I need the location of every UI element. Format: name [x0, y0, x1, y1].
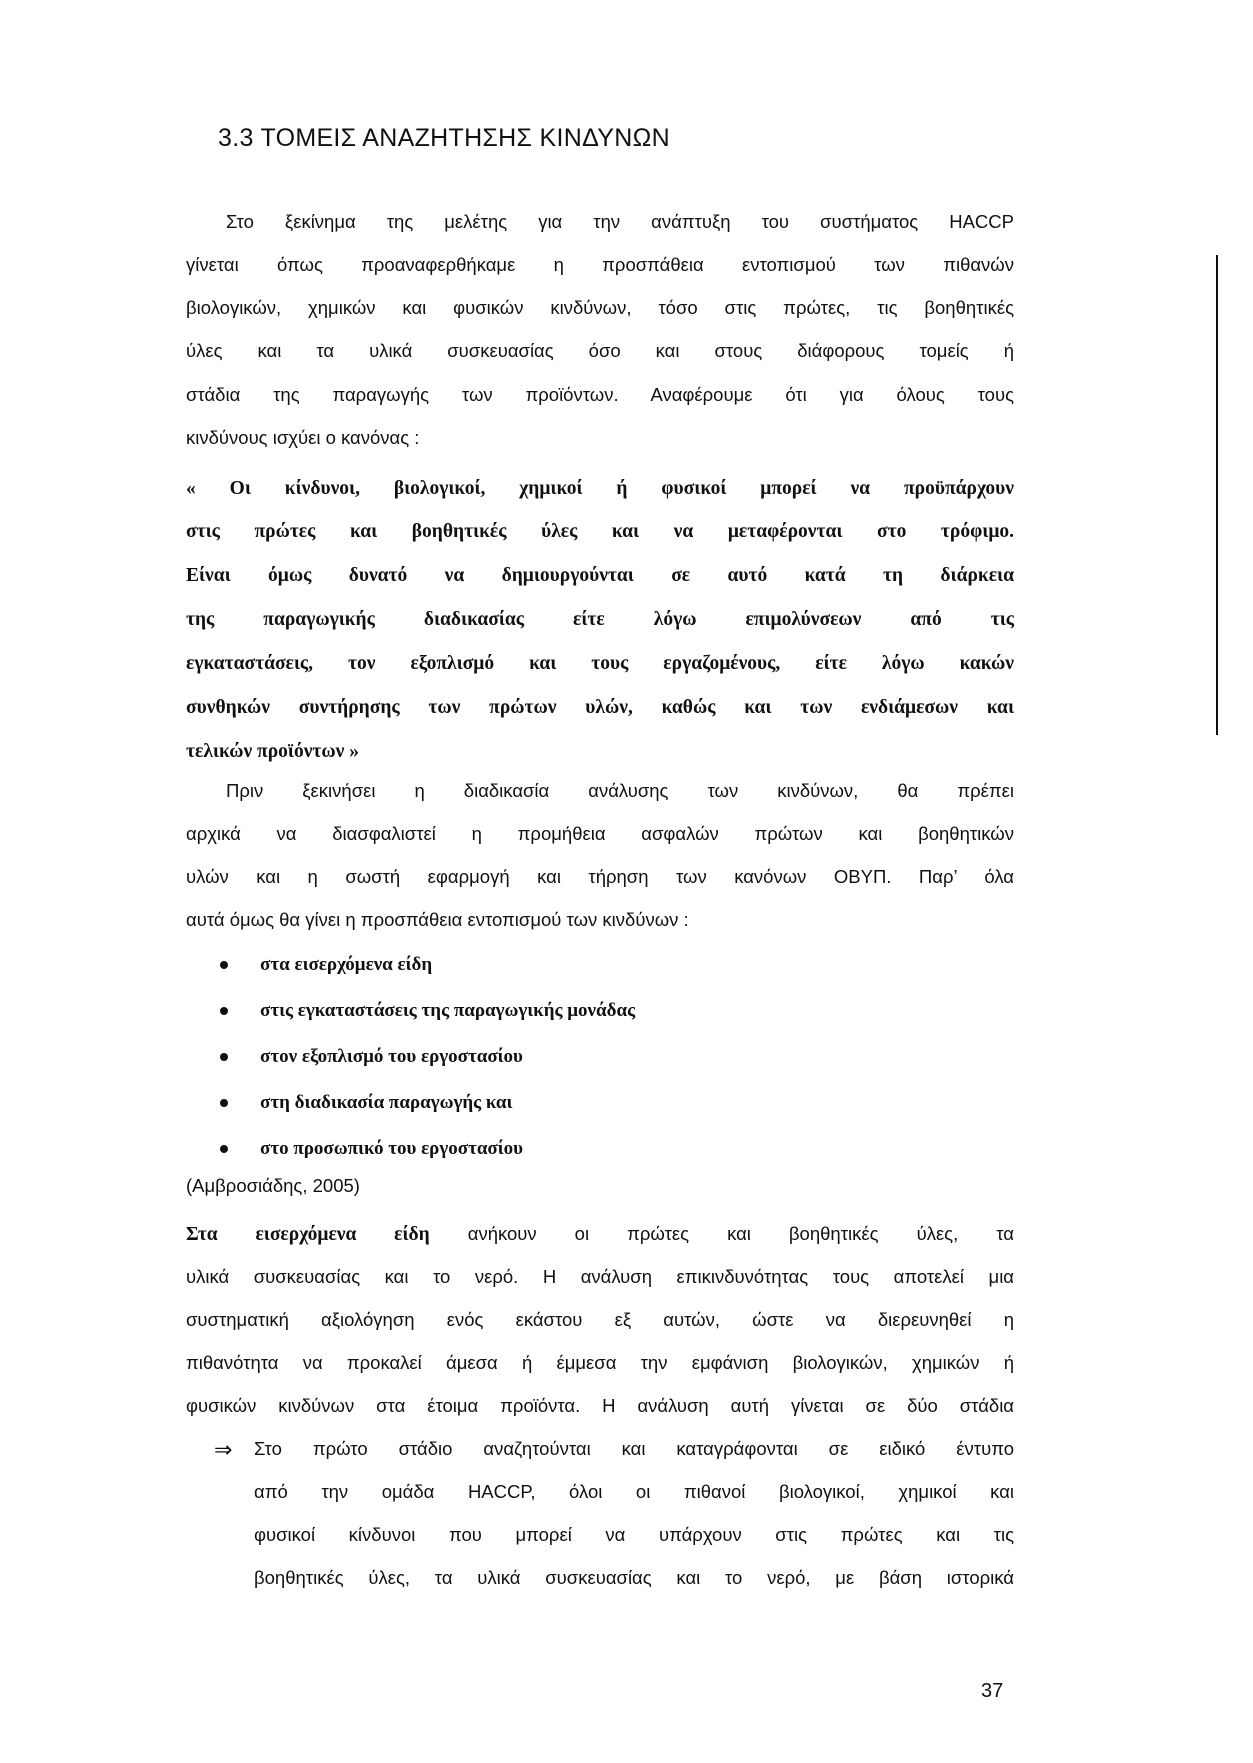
para2-line: υλών και η σωστή εφαρμογή και τήρηση των κανόνων ΟΒΥΠ. Παρ’ όλα	[186, 866, 1014, 887]
stage-line: από την ομάδα HACCP, όλοι οι πιθανοί βιολογικοί, χημικοί και	[254, 1481, 1014, 1502]
para3-line: φυσικών κινδύνων στα έτοιμα προϊόντα. Η ανάλυση αυτή γίνεται σε δύο στάδια	[186, 1395, 1014, 1416]
intro-line: στάδια της παραγωγής των προϊόντων. Αναφέρουμε ότι για όλους τους	[186, 384, 1014, 405]
bullet-item	[222, 1139, 523, 1158]
para2-line: αρχικά να διασφαλιστεί η προμήθεια ασφαλών πρώτων και βοηθητικών	[186, 823, 1014, 844]
citation: (Αμβροσιάδης, 2005)	[186, 1175, 360, 1196]
para3-first-rest: ανήκουν οι πρώτες και βοηθητικές ύλες, τα	[429, 1223, 1015, 1244]
bullet-item	[222, 1001, 635, 1020]
stage-line: φυσικοί κίνδυνοι που μπορεί να υπάρχουν στις πρώτες και τις	[254, 1524, 1014, 1545]
bullet-text: στα εισερχόμενα είδη	[260, 954, 433, 975]
bullet-text: στον εξοπλισμό του εργοστασίου	[260, 1046, 523, 1067]
quote-line: Είναι όμως δυνατό να δημιουργούνται σε αυτό κατά τη διάρκεια	[186, 565, 1014, 586]
bullet-text: στη διαδικασία παραγωγής και	[260, 1092, 513, 1113]
para2-line: Πριν ξεκινήσει η διαδικασία ανάλυσης των κινδύνων, θα πρέπει	[226, 780, 1014, 801]
quote-line: στις πρώτες και βοηθητικές ύλες και να μεταφέρονται στο τρόφιμο.	[186, 521, 1014, 542]
quote-line: της παραγωγικής διαδικασίας είτε λόγω επιμολύνσεων από τις	[186, 609, 1014, 630]
bullet-dot	[220, 961, 228, 969]
quote-line: εγκαταστάσεις, τον εξοπλισμό και τους εργαζομένους, είτε λόγω κακών	[186, 653, 1014, 674]
stage-line: Στο πρώτο στάδιο αναζητούνται και καταγράφονται σε ειδικό έντυπο	[254, 1438, 1014, 1459]
bullet-item	[222, 1093, 512, 1112]
intro-line: γίνεται όπως προαναφερθήκαμε η προσπάθεια εντοπισμού των πιθανών	[186, 254, 1014, 275]
section-heading: 3.3 ΤΟΜΕΙΣ ΑΝΑΖΗΤΗΣΗΣ ΚΙΝΔΥΝΩΝ	[218, 124, 670, 152]
quote-line: τελικών προϊόντων »	[186, 741, 360, 762]
margin-bar	[1216, 255, 1218, 735]
arrow-icon: ⇒	[214, 1438, 233, 1463]
stage-line: βοηθητικές ύλες, τα υλικά συσκευασίας και το νερό, με βάση ιστορικά	[254, 1567, 1014, 1588]
intro-line: ύλες και τα υλικά συσκευασίας όσο και στους διάφορους τομείς ή	[186, 340, 1014, 361]
intro-line: βιολογικών, χημικών και φυσικών κινδύνων, τόσο στις πρώτες, τις βοηθητικές	[186, 297, 1014, 318]
para2-line: αυτά όμως θα γίνει η προσπάθεια εντοπισμού των κινδύνων :	[186, 909, 689, 930]
bullet-item	[222, 1047, 523, 1066]
bullet-dot	[220, 1007, 228, 1015]
intro-line: κινδύνους ισχύει ο κανόνας :	[186, 427, 420, 448]
bullet-item	[222, 955, 432, 974]
para3-first-line	[186, 1225, 1014, 1245]
bullet-dot	[220, 1099, 228, 1107]
bullet-dot	[220, 1053, 228, 1061]
bullet-dot	[220, 1145, 228, 1153]
quote-line: συνθηκών συντήρησης των πρώτων υλών, καθώς και των ενδιάμεσων και	[186, 697, 1014, 718]
para3-line: συστηματική αξιολόγηση ενός εκάστου εξ αυτών, ώστε να διερευνηθεί η	[186, 1309, 1014, 1330]
para3-line: πιθανότητα να προκαλεί άμεσα ή έμμεσα την εμφάνιση βιολογικών, χημικών ή	[186, 1352, 1014, 1373]
intro-line: Στο ξεκίνημα της μελέτης για την ανάπτυξη του συστήματος HACCP	[226, 211, 1014, 232]
bullet-text: στις εγκαταστάσεις της παραγωγικής μονάδας	[260, 1000, 636, 1021]
para3-line: υλικά συσκευασίας και το νερό. Η ανάλυση επικινδυνότητας τους αποτελεί μια	[186, 1266, 1014, 1287]
bullet-text: στο προσωπικό του εργοστασίου	[260, 1138, 524, 1159]
para3-bold-lead: Στα εισερχόμενα είδη	[186, 1224, 430, 1245]
page-number: 37	[981, 1680, 1004, 1702]
quote-line: « Οι κίνδυνοι, βιολογικοί, χημικοί ή φυσικοί μπορεί να προϋπάρχουν	[186, 478, 1014, 499]
